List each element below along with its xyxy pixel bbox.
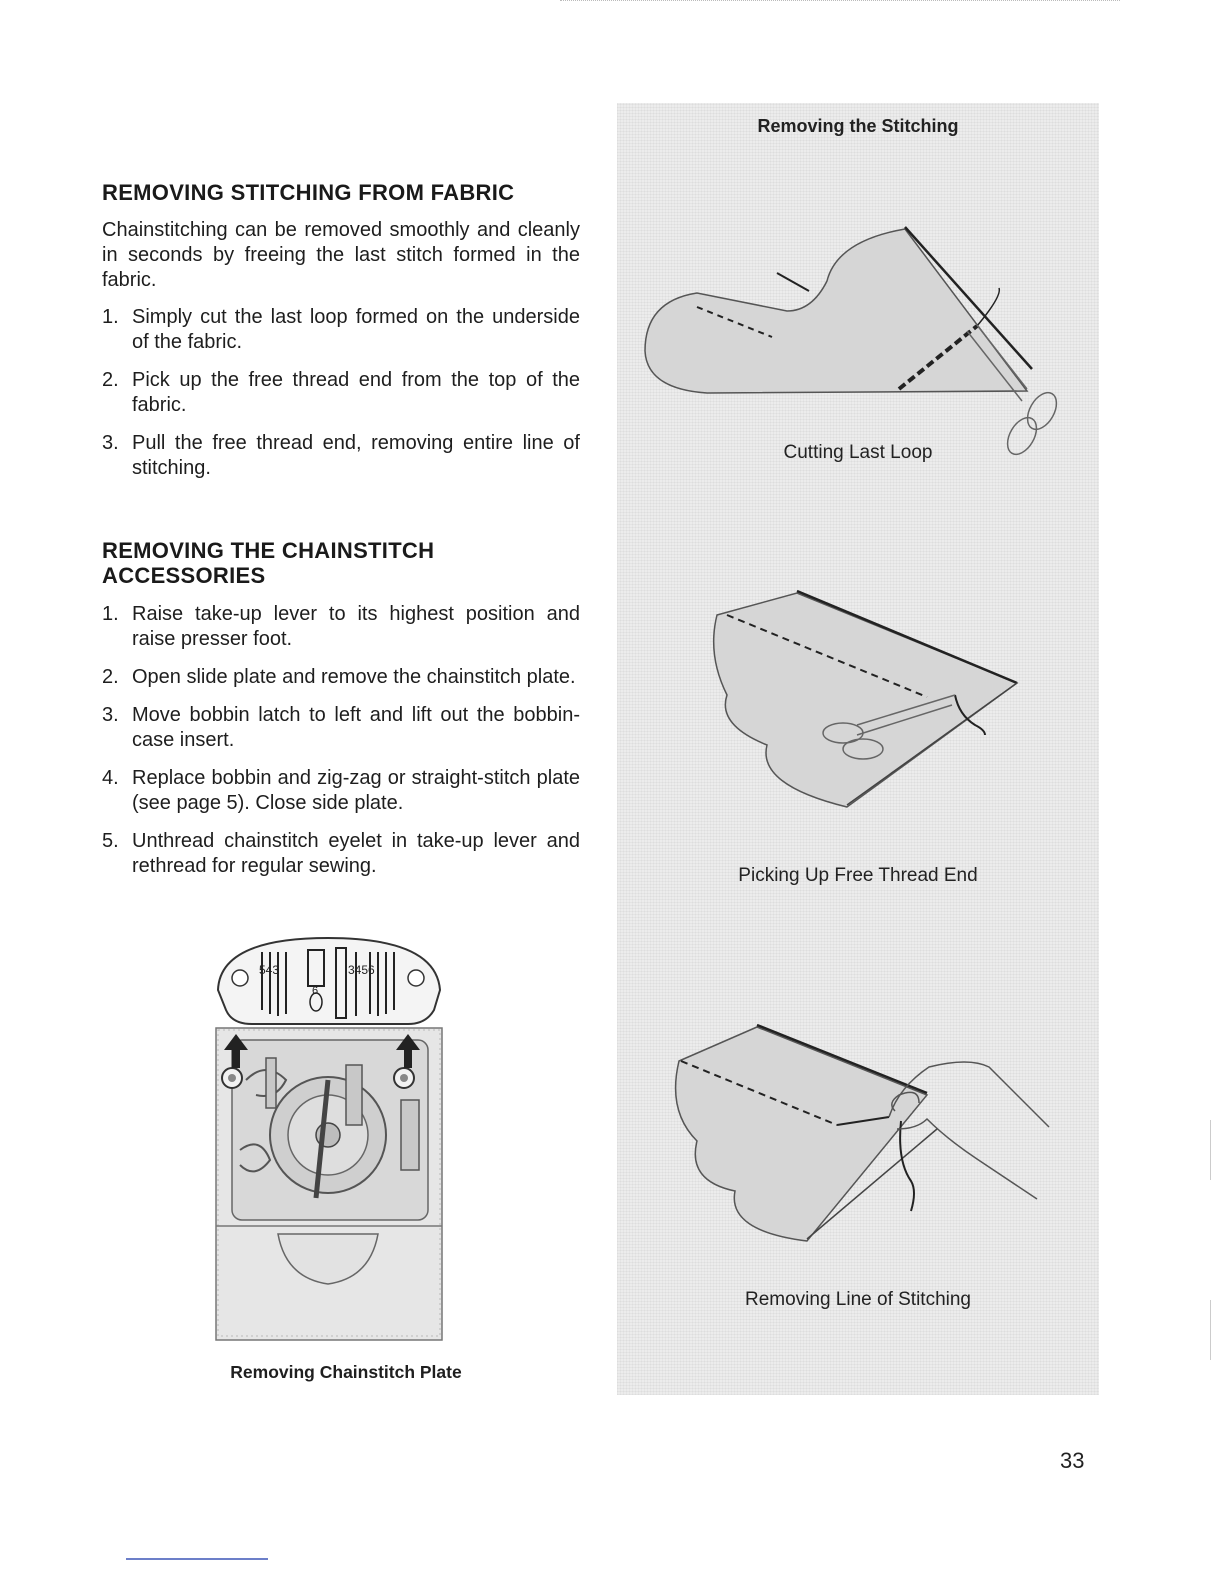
section-intro: Chainstitching can be removed smoothly and cleanly in seconds by freeing the last stitch formed in the fabric.	[102, 219, 580, 291]
picking-thread-illustration	[697, 585, 1037, 815]
panel-title: Removing the Stitching	[757, 116, 959, 136]
section-heading: REMOVING THE CHAINSTITCH ACCESSORIES	[102, 538, 435, 588]
step-item: 3. Move bobbin latch to left and lift out the bobbin-case insert.	[102, 704, 580, 751]
top-border	[560, 0, 1120, 3]
section-heading: REMOVING STITCHING FROM FABRIC	[102, 180, 515, 205]
caption-removing-line: Removing Line of Stitching	[744, 1289, 971, 1310]
cutting-loop-illustration	[637, 221, 1089, 461]
removing-stitching-panel	[617, 103, 1099, 1395]
margin-mark	[1210, 1300, 1211, 1360]
step-item: 1. Simply cut the last loop formed on the underside of the fabric.	[102, 306, 580, 353]
step-item: 2. Open slide plate and remove the chainstitch plate.	[102, 666, 576, 688]
plate-marking-right: 3456	[348, 963, 375, 977]
footer-rule	[126, 1558, 268, 1560]
caption-cutting-last-loop: Cutting Last Loop	[783, 442, 933, 463]
plate-figure-caption: Removing Chainstitch Plate	[230, 1362, 462, 1382]
step-list	[102, 602, 580, 879]
chainstitch-plate-illustration	[196, 930, 464, 1350]
step-item: 4. Replace bobbin and zig-zag or straight-stitch plate (see page 5). Close side plate.	[102, 767, 580, 814]
removing-line-illustration	[657, 1021, 1077, 1251]
step-item: 3. Pull the free thread end, removing entire line of stitching.	[102, 432, 580, 479]
step-item: 2. Pick up the free thread end from the top of the fabric.	[102, 369, 580, 416]
step-item: 5. Unthread chainstitch eyelet in take-up lever and rethread for regular sewing.	[102, 830, 580, 877]
caption-picking-thread: Picking Up Free Thread End	[738, 865, 978, 886]
section-removing-accessories	[102, 538, 580, 892]
page-number: 33	[1060, 1448, 1085, 1473]
step-list	[102, 305, 580, 481]
section-removing-stitching	[102, 180, 580, 494]
margin-mark	[1210, 1120, 1211, 1180]
plate-marking-center: 6	[312, 985, 319, 997]
plate-marking-left: 543	[259, 963, 280, 977]
step-item: 1. Raise take-up lever to its highest position and raise presser foot.	[102, 603, 580, 650]
